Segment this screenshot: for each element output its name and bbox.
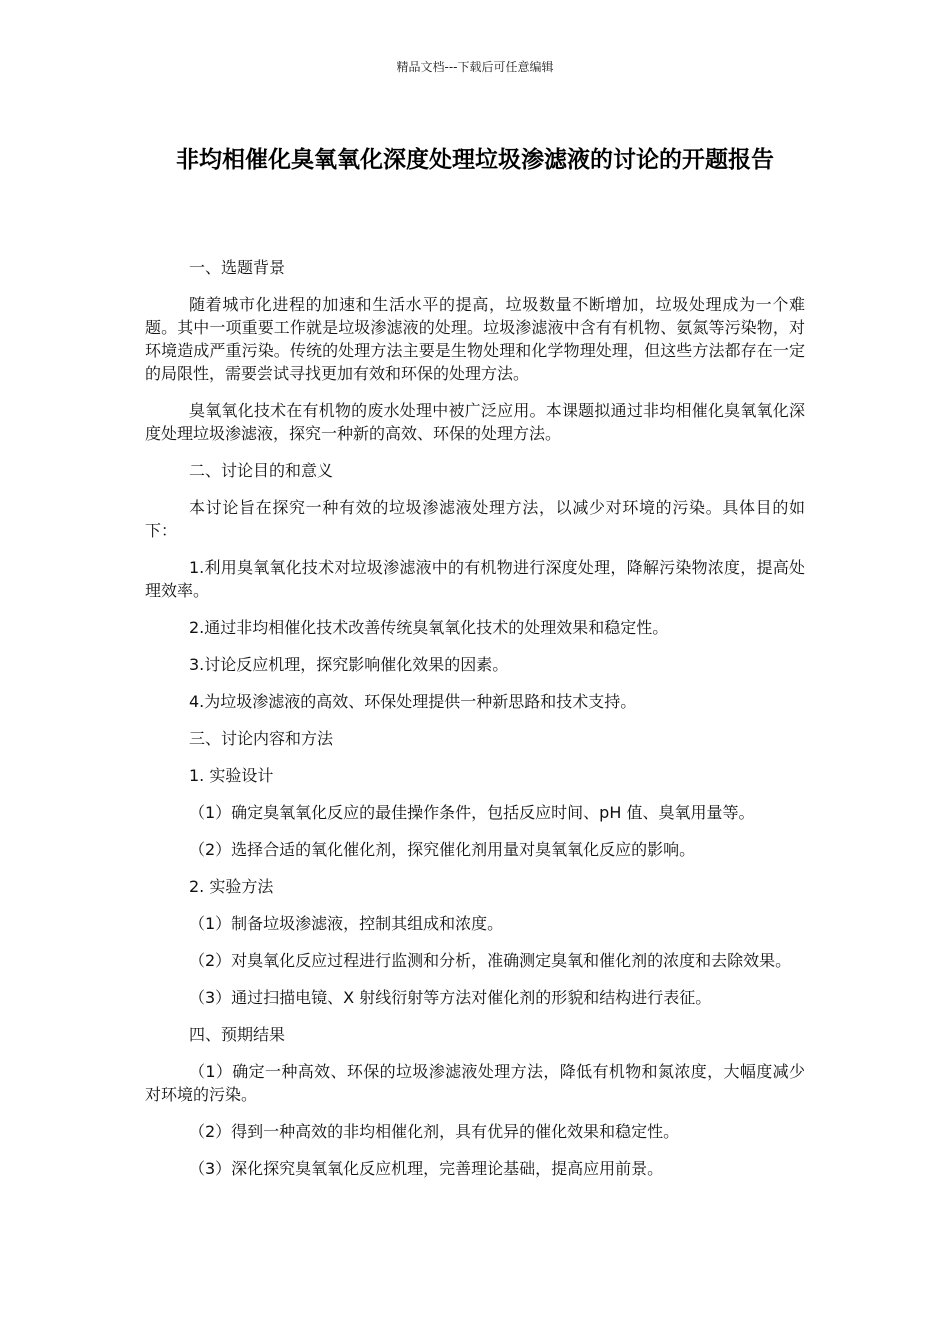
list-item: （1）确定臭氧氧化反应的最佳操作条件，包括反应时间、pH 值、臭氧用量等。: [189, 803, 755, 822]
list-item: （1）制备垃圾渗滤液，控制其组成和浓度。: [189, 914, 504, 933]
paragraph: 臭氧氧化技术在有机物的废水处理中被广泛应用。本课题拟通过非均相催化臭氧氧化深度处理垃圾渗滤液，探究一种新的高效、环保的处理方法。: [145, 401, 805, 443]
section-heading-purpose: 二、讨论目的和意义: [189, 461, 334, 480]
list-item: 1.利用臭氧氧化技术对垃圾渗滤液中的有机物进行深度处理，降解污染物浓度，提高处理效率。: [145, 558, 805, 600]
list-item: 4.为垃圾渗滤液的高效、环保处理提供一种新思路和技术支持。: [189, 692, 637, 711]
paragraph: 随着城市化进程的加速和生活水平的提高，垃圾数量不断增加，垃圾处理成为一个难题。其中一项重要工作就是垃圾渗滤液的处理。垃圾渗滤液中含有有机物、氨氮等污染物，对环境造成严重污染。传统的处理方法主要是生物处理和化学物理处理，但这些方法都存在一定的局限性，需要尝试寻找更加有效和环保的处理方法。: [145, 295, 805, 383]
list-item: （2）对臭氧化反应过程进行监测和分析，准确测定臭氧和催化剂的浓度和去除效果。: [189, 951, 792, 970]
paragraph: 本讨论旨在探究一种有效的垃圾渗滤液处理方法，以减少对环境的污染。具体目的如下：: [145, 498, 805, 540]
document-body: [145, 256, 805, 1194]
section-heading-methods: 三、讨论内容和方法: [189, 729, 334, 748]
document-title: 非均相催化臭氧氧化深度处理垃圾渗滤液的讨论的开题报告: [176, 147, 774, 173]
subheading-experiment-method: 2. 实验方法: [189, 877, 274, 896]
section-heading-background: 一、选题背景: [189, 258, 286, 277]
section-heading-expected-results: 四、预期结果: [189, 1025, 286, 1044]
list-item: 3.讨论反应机理，探究影响催化效果的因素。: [189, 655, 509, 674]
list-item: （3）通过扫描电镜、X 射线衍射等方法对催化剂的形貌和结构进行表征。: [189, 988, 712, 1007]
header-note: 精品文档---下载后可任意编辑: [396, 60, 554, 74]
list-item: 2.通过非均相催化技术改善传统臭氧氧化技术的处理效果和稳定性。: [189, 618, 669, 637]
subheading-experiment-design: 1. 实验设计: [189, 766, 274, 785]
list-item: （1）确定一种高效、环保的垃圾渗滤液处理方法，降低有机物和氮浓度，大幅度减少对环境的污染。: [145, 1062, 805, 1104]
list-item: （3）深化探究臭氧氧化反应机理，完善理论基础，提高应用前景。: [189, 1159, 664, 1178]
list-item: （2）选择合适的氧化催化剂，探究催化剂用量对臭氧氧化反应的影响。: [189, 840, 696, 859]
list-item: （2）得到一种高效的非均相催化剂，具有优异的催化效果和稳定性。: [189, 1122, 680, 1141]
